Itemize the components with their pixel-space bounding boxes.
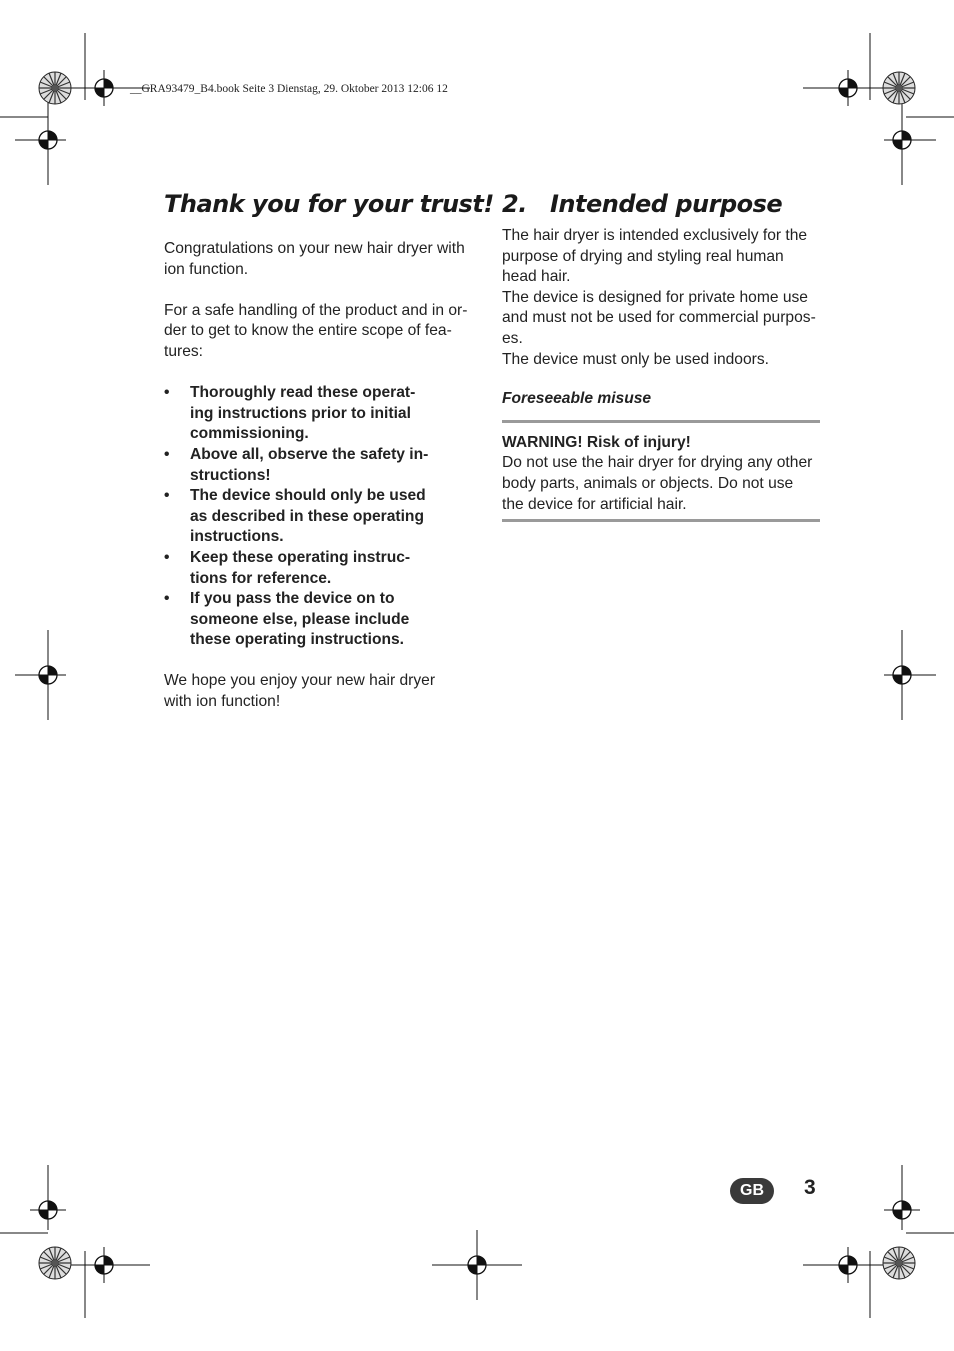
warning-text: Do not use the hair dryer for drying any other body parts, animals or objects. Do not use the device for artificial hair. <box>502 454 813 513</box>
list-item: • Keep these operating instruc- tions for reference. <box>164 548 486 589</box>
list-item: • Thoroughly read these operat- ing instructions prior to initial commissioning. <box>164 383 486 445</box>
print-file-header: __GRA93479_B4.book Seite 3 Dienstag, 29. Oktober 2013 12:06 12 <box>130 83 448 95</box>
safety-intro-paragraph: For a safe handling of the product and in or- der to get to know the entire scope of fea- tures: <box>164 301 468 360</box>
section-number: 2. <box>502 190 527 218</box>
instruction-list <box>164 383 486 651</box>
intended-purpose-text: The hair dryer is intended exclusively for the purpose of drying and styling real human head hair. The device is designed for private home use and must not be used for commercial purpos- es. The device must only be used indoors. <box>502 227 816 368</box>
page-title: Thank you for your trust! <box>164 190 494 218</box>
page-number: 3 <box>804 1176 816 1199</box>
list-item: • The device should only be used as described in these operating instructions. <box>164 486 486 548</box>
subheading-foreseeable-misuse: Foreseeable misuse <box>502 390 652 408</box>
intro-paragraph: Congratulations on your new hair dryer with ion function. <box>164 240 465 278</box>
section-heading <box>502 186 820 222</box>
list-item: • Above all, observe the safety in- structions! <box>164 445 486 486</box>
left-column <box>164 186 494 713</box>
language-badge: GB <box>730 1178 774 1204</box>
section-title: Intended purpose <box>550 190 783 218</box>
right-column <box>502 186 820 522</box>
closing-paragraph: We hope you enjoy your new hair dryer with ion function! <box>164 672 436 711</box>
warning-box <box>502 420 820 522</box>
list-item: • If you pass the device on to someone else, please include these operating instructions. <box>164 589 486 651</box>
warning-title: WARNING! Risk of injury! <box>502 433 691 451</box>
